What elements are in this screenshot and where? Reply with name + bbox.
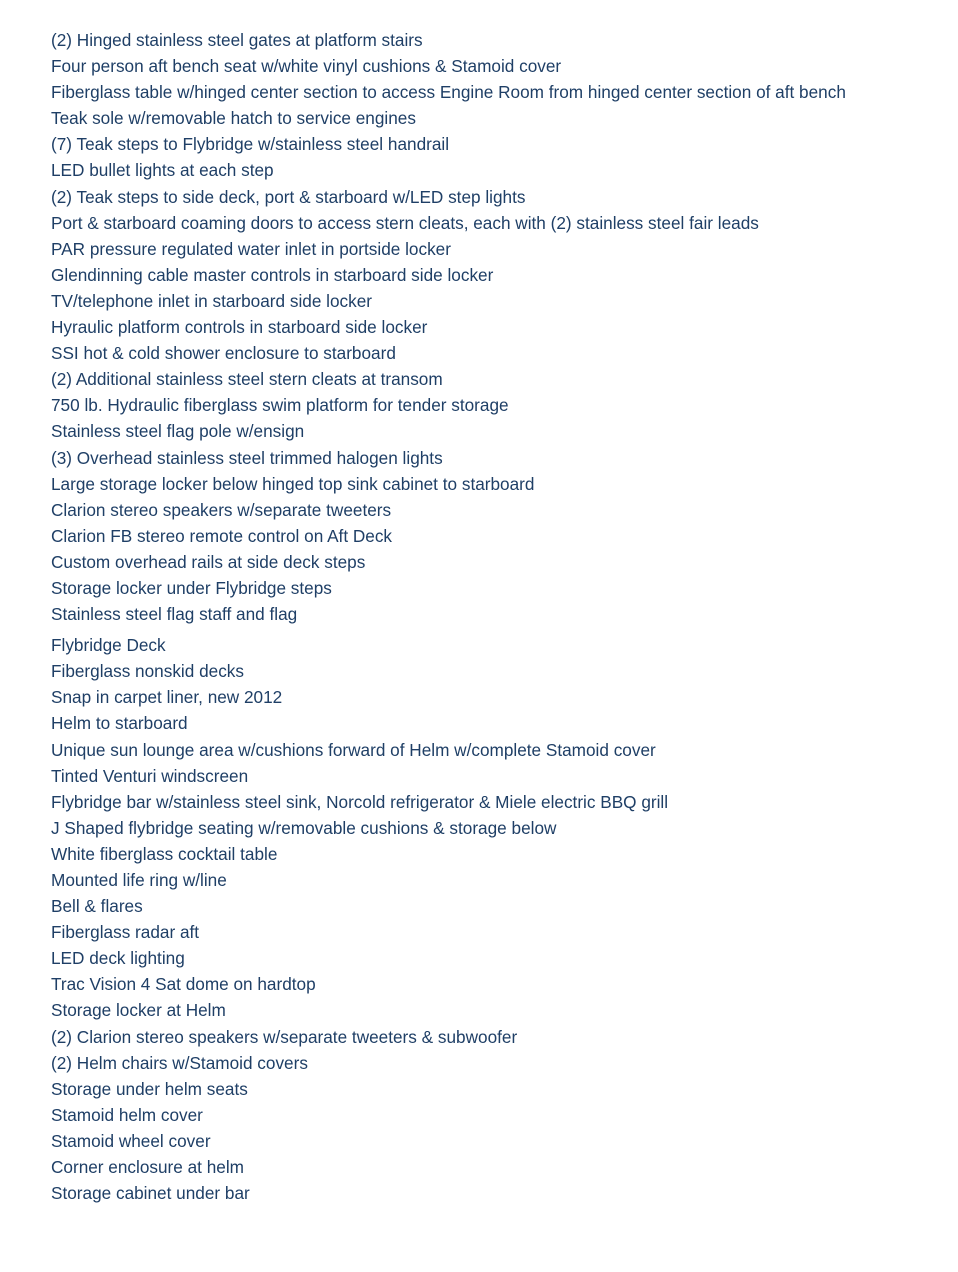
list-item: Clarion FB stereo remote control on Aft Deck xyxy=(51,525,393,546)
list-item: Storage locker at Helm xyxy=(51,1000,226,1021)
section-heading: Flybridge Deck xyxy=(51,635,166,656)
list-item: Storage under helm seats xyxy=(51,1078,248,1099)
list-item: TV/telephone inlet in starboard side locker xyxy=(51,290,373,311)
list-item: (2) Additional stainless steel stern cleats at transom xyxy=(51,369,443,390)
list-item: Fiberglass nonskid decks xyxy=(51,661,244,682)
list-item: Teak sole w/removable hatch to service engines xyxy=(51,108,416,129)
list-item: Flybridge bar w/stainless steel sink, Norcold refrigerator & Miele electric BBQ grill xyxy=(51,791,669,812)
list-item: Four person aft bench seat w/white vinyl cushions & Stamoid cover xyxy=(51,56,562,77)
list-item: Custom overhead rails at side deck steps xyxy=(51,551,366,572)
list-item: Storage locker under Flybridge steps xyxy=(51,577,332,598)
list-item: Clarion stereo speakers w/separate tweeters xyxy=(51,499,392,520)
list-item: (2) Teak steps to side deck, port & starboard w/LED step lights xyxy=(51,186,526,207)
list-item: SSI hot & cold shower enclosure to starboard xyxy=(51,343,396,364)
list-item: Helm to starboard xyxy=(51,713,188,734)
list-item: LED bullet lights at each step xyxy=(51,160,274,181)
list-item: Corner enclosure at helm xyxy=(51,1157,244,1178)
list-item: Unique sun lounge area w/cushions forward of Helm w/complete Stamoid cover xyxy=(51,739,656,760)
list-item: 750 lb. Hydraulic fiberglass swim platform for tender storage xyxy=(51,395,509,416)
list-item: Glendinning cable master controls in starboard side locker xyxy=(51,264,494,285)
list-item: Hyraulic platform controls in starboard side locker xyxy=(51,317,428,338)
list-item: Mounted life ring w/line xyxy=(51,870,227,890)
list-item: Storage cabinet under bar xyxy=(51,1183,250,1204)
list-item: Fiberglass radar aft xyxy=(51,922,200,943)
list-item: Fiberglass table w/hinged center section to access Engine Room from hinged center section of aft bench xyxy=(51,82,846,103)
aft-deck-list xyxy=(51,27,931,627)
list-item: LED deck lighting xyxy=(51,948,185,969)
list-item: Stainless steel flag pole w/ensign xyxy=(51,421,305,442)
list-item: (2) Hinged stainless steel gates at platform stairs xyxy=(51,30,423,50)
flybridge-deck-list xyxy=(51,632,931,1206)
list-item: Snap in carpet liner, new 2012 xyxy=(51,687,283,708)
list-item: Port & starboard coaming doors to access stern cleats, each with (2) stainless steel fair leads xyxy=(51,212,759,233)
list-item: J Shaped flybridge seating w/removable cushions & storage below xyxy=(51,817,557,838)
list-item: Tinted Venturi windscreen xyxy=(51,765,249,786)
list-item: (2) Helm chairs w/Stamoid covers xyxy=(51,1052,308,1073)
list-item: PAR pressure regulated water inlet in portside locker xyxy=(51,238,451,259)
list-item: (3) Overhead stainless steel trimmed halogen lights xyxy=(51,447,443,468)
list-item: Bell & flares xyxy=(51,896,143,917)
list-item: Stamoid helm cover xyxy=(51,1104,203,1125)
spec-document xyxy=(51,27,931,1206)
list-item: (2) Clarion stereo speakers w/separate tweeters & subwoofer xyxy=(51,1026,518,1047)
list-item: Trac Vision 4 Sat dome on hardtop xyxy=(51,974,316,995)
list-item: Stamoid wheel cover xyxy=(51,1130,211,1151)
list-item: Large storage locker below hinged top sink cabinet to starboard xyxy=(51,473,535,494)
list-item: Stainless steel flag staff and flag xyxy=(51,604,298,625)
list-item: (7) Teak steps to Flybridge w/stainless steel handrail xyxy=(51,134,450,155)
list-item: White fiberglass cocktail table xyxy=(51,843,278,864)
